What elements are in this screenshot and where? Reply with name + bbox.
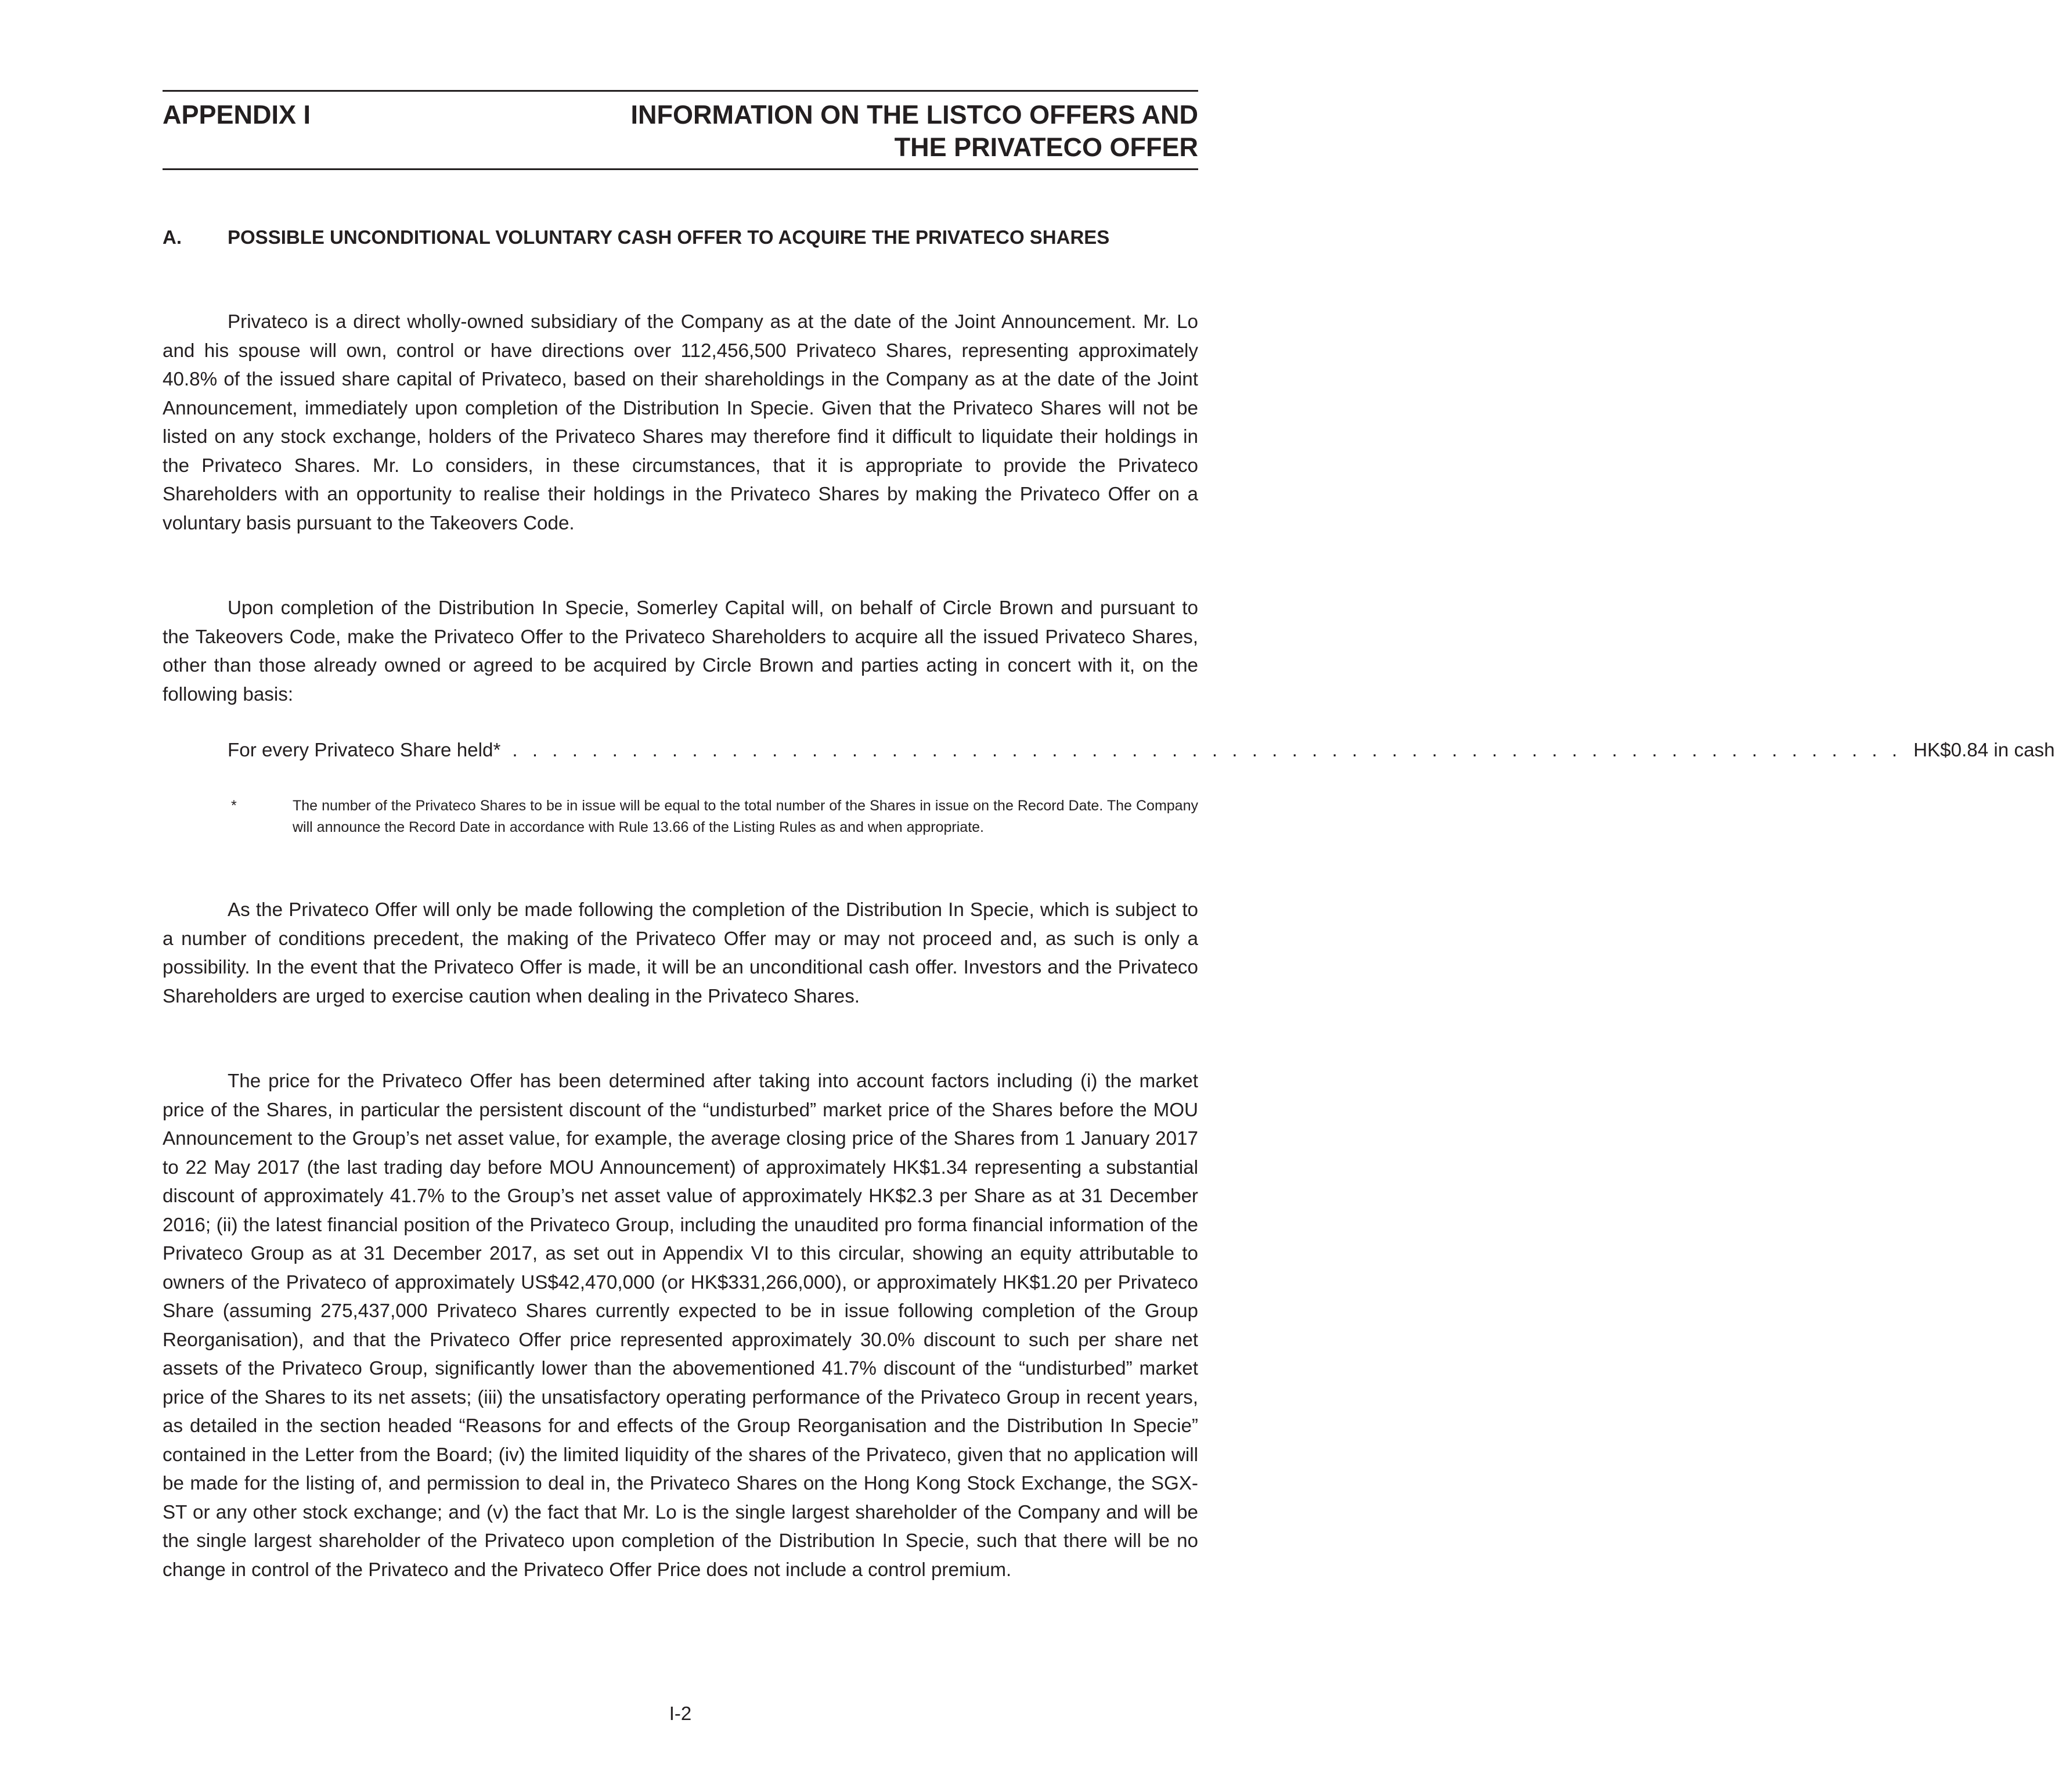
appendix-title	[631, 99, 1198, 164]
header-bottom-rule	[163, 168, 1198, 170]
section-title: POSSIBLE UNCONDITIONAL VOLUNTARY CASH OFFER TO ACQUIRE THE PRIVATECO SHARES	[228, 226, 1110, 248]
paragraph-3: As the Privateco Offer will only be made following the completion of the Distribution In Specie, which is subject to a number of conditions precedent, the making of the Privateco Offer may or may not proceed and, as such is only a possibility. In the event that the Privateco Offer is made, it will be an unconditional cash offer. Investors and the Privateco Shareholders are urged to exercise caution when dealing in the Privateco Shares.	[163, 899, 1198, 1007]
offer-label: For every Privateco Share held*	[228, 740, 501, 761]
footnote-text: The number of the Privateco Shares to be in issue will be equal to the total number of the Shares in issue on the Record Date. The Company will announce the Record Date in accordance with Rule 13.66 of the Listing Rules as and when appropriate.	[293, 798, 1198, 835]
paragraph-1: Privateco is a direct wholly-owned subsidiary of the Company as at the date of the Joint Announcement. Mr. Lo and his spouse will own, control or have directions over 112,456,500 Privateco Shares, representing approximately 40.8% of the issued share capital of Privateco, based on their shareholdings in the Company as at the date of the Joint Announcement, immediately upon completion of the Distribution In Specie. Given that the Privateco Shares will not be listed on any stock exchange, holders of the Privateco Shares may therefore find it difficult to liquidate their holdings in the Privateco Shares. Mr. Lo considers, in these circumstances, that it is appropriate to provide the Privateco Shareholders with an opportunity to realise their holdings in the Privateco Shares by making the Privateco Offer on a voluntary basis pursuant to the Takeovers Code.	[163, 311, 1198, 534]
appendix-label: APPENDIX I	[163, 100, 311, 129]
offer-price: HK$0.84 in cash	[1913, 740, 2055, 761]
offer-terms-line	[228, 736, 2055, 765]
paragraph-4: The price for the Privateco Offer has been determined after taking into account factors including (i) the market price of the Shares, in particular the persistent discount of the “undisturbed” market price of the Shares before the MOU Announcement to the Group’s net asset value, for example, the average closing price of the Shares from 1 January 2017 to 22 May 2017 (the last trading day before MOU Announcement) of approximately HK$1.34 representing a substantial discount of approximately 41.7% to the Group’s net asset value of approximately HK$2.3 per Share as at 31 December 2016; (ii) the latest financial position of the Privateco Group, including the unaudited pro forma financial information of the Privateco Group as at 31 December 2017, as set out in Appendix VI to this circular, showing an equity attributable to owners of the Privateco of approximately US$42,470,000 (or HK$331,266,000), or approximately HK$1.20 per Privateco Share (assuming 275,437,000 Privateco Shares currently expected to be in issue following completion of the Group Reorganisation), and that the Privateco Offer price represented approximately 30.0% discount to such per share net assets of the Privateco Group, significantly lower than the abovementioned 41.7% discount of the “undisturbed” market price of the Shares to its net assets; (iii) the unsatisfactory operating performance of the Privateco Group in recent years, as detailed in the section headed “Reasons for and effects of the Group Reorganisation and the Distribution In Specie” contained in the Letter from the Board; (iv) the limited liquidity of the shares of the Privateco, given that no application will be made for the listing of, and permission to deal in, the Privateco Shares on the Hong Kong Stock Exchange, the SGX-ST or any other stock exchange; and (v) the fact that Mr. Lo is the single largest shareholder of the Company and will be the single largest shareholder of the Privateco upon completion of the Distribution In Specie, such that there will be no change in control of the Privateco and the Privateco Offer Price does not include a control premium.	[163, 1070, 1198, 1581]
footnote-mark: *	[231, 798, 237, 814]
section-letter: A.	[163, 226, 182, 248]
offer-leader-dots: . . . . . . . . . . . . . . . . . . . . . . . . . . . . . . . . . . . . . . . . . . . . . . . . . . . . . . . . . . . . . . . . . . . . . .	[512, 740, 1902, 761]
appendix-title-line-2: THE PRIVATECO OFFER	[894, 132, 1198, 162]
header-top-rule	[163, 90, 1198, 92]
appendix-title-line-1: INFORMATION ON THE LISTCO OFFERS AND	[630, 100, 1198, 129]
page-number: I-2	[669, 1703, 692, 1724]
paragraph-2: Upon completion of the Distribution In Specie, Somerley Capital will, on behalf of Circle Brown and pursuant to the Takeovers Code, make the Privateco Offer to the Privateco Shareholders to acquire all the issued Privateco Shares, other than those already owned or agreed to be acquired by Circle Brown and parties acting in concert with it, on the following basis:	[163, 597, 1198, 705]
